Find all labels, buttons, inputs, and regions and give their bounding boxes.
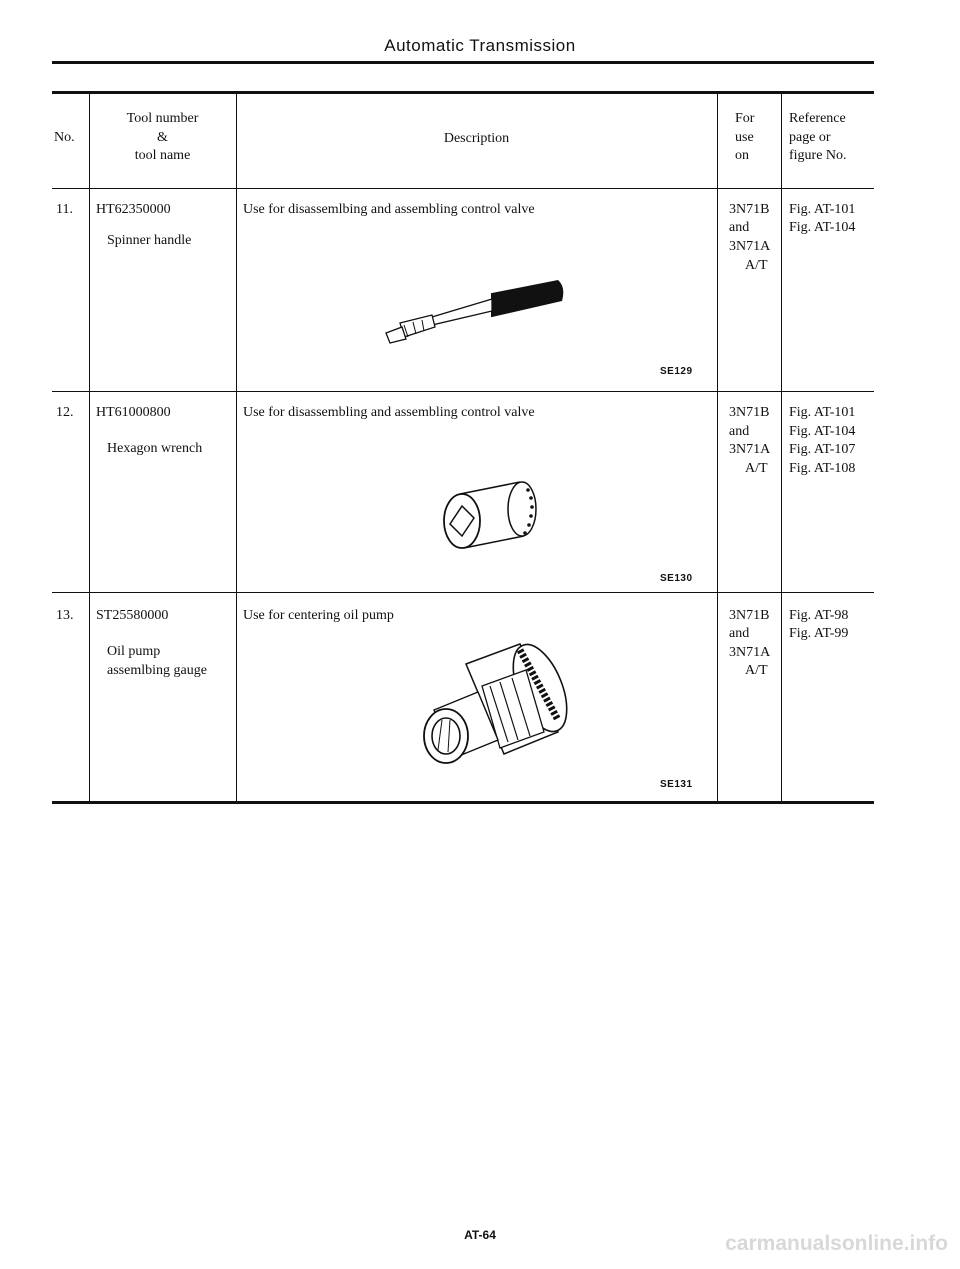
use-on-line2: and: [729, 424, 750, 439]
reference-3: Fig. AT-107: [789, 442, 856, 457]
figure-code: SE129: [660, 366, 693, 377]
reference-1: Fig. AT-98: [789, 608, 849, 623]
col-divider-description: [717, 93, 718, 801]
header-tool-line1: Tool number: [126, 111, 199, 126]
spinner-handle-illustration: [380, 275, 580, 350]
use-on-line3: 3N71A: [729, 442, 771, 457]
use-on-line2: and: [729, 626, 750, 641]
use-on-line1: 3N71B: [729, 405, 770, 420]
row-number: 13.: [56, 608, 74, 623]
description: Use for disassembling and assembling control valve: [243, 405, 535, 420]
header-description: Description: [443, 131, 510, 146]
reference-2: Fig. AT-104: [789, 424, 856, 439]
col-divider-tool: [236, 93, 237, 801]
row-number: 12.: [56, 405, 74, 420]
tool-name-line2: assemlbing gauge: [107, 663, 207, 678]
use-on-line4: A/T: [745, 663, 768, 678]
use-on-line3: 3N71A: [729, 239, 771, 254]
reference-2: Fig. AT-99: [789, 626, 849, 641]
reference-4: Fig. AT-108: [789, 461, 856, 476]
header-ref-line1: Reference: [789, 111, 846, 126]
reference-2: Fig. AT-104: [789, 220, 856, 235]
oil-pump-gauge-illustration: [408, 636, 570, 776]
header-tool-line3: tool name: [134, 148, 191, 163]
use-on-line4: A/T: [745, 461, 768, 476]
header-for-line3: on: [735, 148, 749, 163]
header-ref-line2: page or: [789, 130, 831, 145]
reference-1: Fig. AT-101: [789, 202, 856, 217]
figure-code: SE130: [660, 573, 693, 584]
tool-number: HT62350000: [96, 202, 171, 217]
use-on-line2: and: [729, 220, 750, 235]
header-for-line1: For: [735, 111, 755, 126]
reference-1: Fig. AT-101: [789, 405, 856, 420]
col-divider-use: [781, 93, 782, 801]
header-rule: [52, 61, 874, 64]
header-no: No.: [54, 130, 75, 145]
figure-code: SE131: [660, 779, 693, 790]
page-title: Automatic Transmission: [384, 36, 576, 55]
tool-name-line1: Oil pump: [107, 644, 161, 659]
header-tool-line2: &: [157, 130, 168, 145]
row-number: 11.: [56, 202, 73, 217]
description: Use for disassemlbing and assembling control valve: [243, 202, 535, 217]
tool-name: Spinner handle: [107, 233, 192, 248]
hexagon-wrench-illustration: [438, 476, 548, 556]
row-rule-11: [52, 391, 874, 392]
use-on-line1: 3N71B: [729, 202, 770, 217]
table-bottom-rule: [52, 801, 874, 804]
header-for-line2: use: [735, 130, 754, 145]
use-on-line4: A/T: [745, 258, 768, 273]
use-on-line1: 3N71B: [729, 608, 770, 623]
header-row-rule: [52, 188, 874, 189]
watermark: carmanualsonline.info: [725, 1232, 948, 1255]
row-rule-12: [52, 592, 874, 593]
header-ref-line3: figure No.: [789, 148, 847, 163]
tool-name: Hexagon wrench: [107, 441, 203, 456]
table-top-rule: [52, 91, 874, 94]
page-number: AT-64: [464, 1228, 496, 1242]
description: Use for centering oil pump: [243, 608, 394, 623]
col-divider-no: [89, 93, 90, 801]
tool-number: HT61000800: [96, 405, 171, 420]
use-on-line3: 3N71A: [729, 645, 771, 660]
tool-number: ST25580000: [96, 608, 169, 623]
